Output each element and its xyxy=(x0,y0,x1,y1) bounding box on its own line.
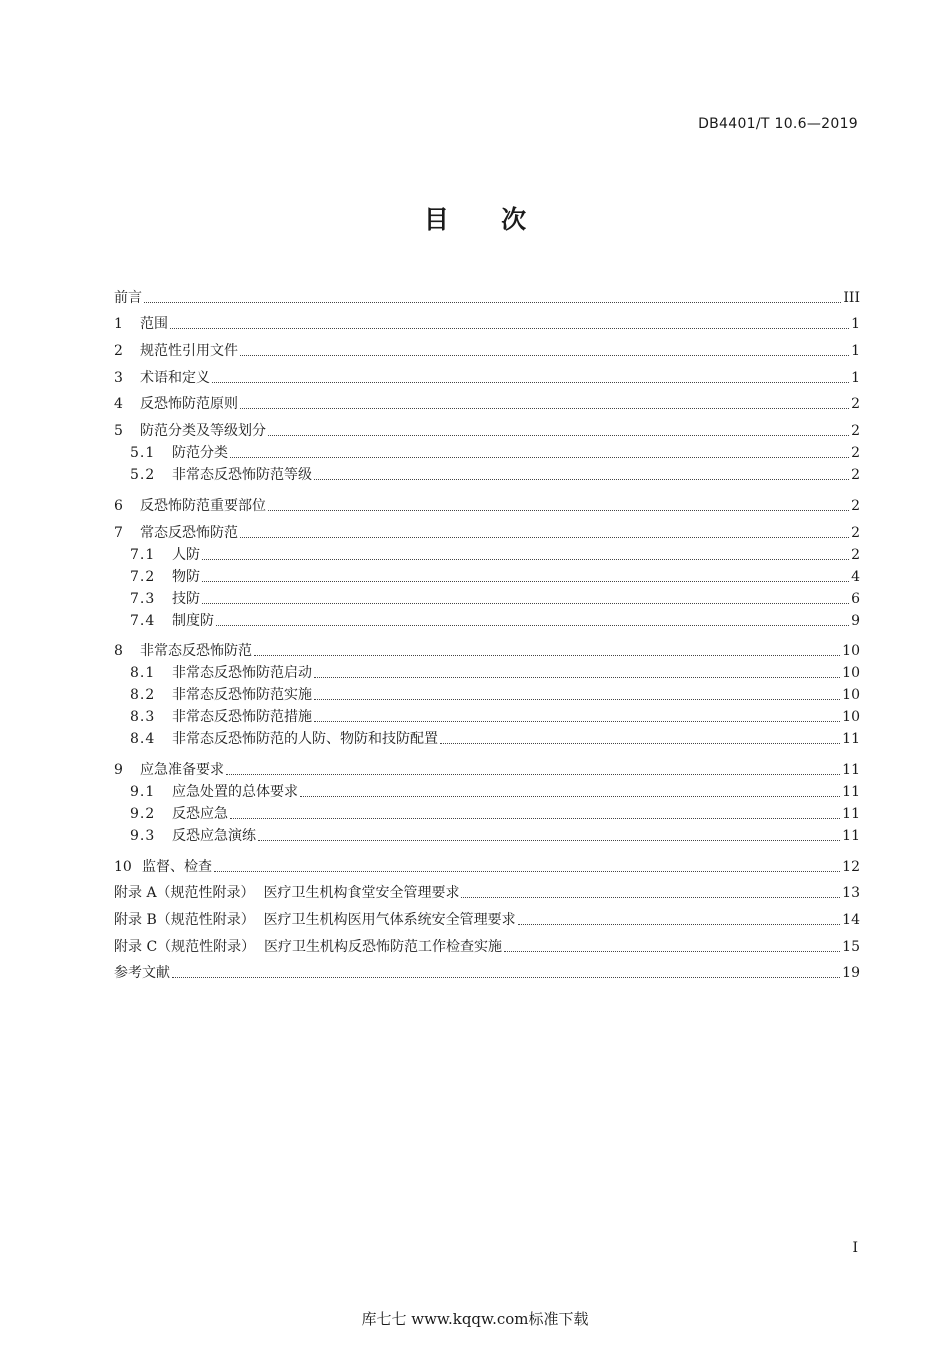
toc-entry-label: 非常态反恐怖防范措施 xyxy=(172,709,312,726)
toc-entry-page: 2 xyxy=(851,497,860,514)
toc-entry[interactable] xyxy=(114,726,860,748)
toc-entry-number: 1 xyxy=(114,316,123,333)
dot-leader xyxy=(172,977,840,978)
toc-entry[interactable] xyxy=(114,586,860,608)
toc-entry-page: 10 xyxy=(842,665,860,682)
toc-entry-page: 11 xyxy=(842,805,860,822)
toc-entry[interactable] xyxy=(114,682,860,704)
toc-entry-label: 防范分类及等级划分 xyxy=(140,423,266,440)
toc-entry-number: 6 xyxy=(114,497,123,514)
page-number: I xyxy=(852,1240,858,1256)
toc-entry-page: 1 xyxy=(851,343,860,360)
dot-leader xyxy=(300,796,840,797)
toc-entry[interactable] xyxy=(114,823,860,845)
toc-entry-page: 2 xyxy=(851,546,860,563)
toc-entry[interactable] xyxy=(114,660,860,682)
toc-entry[interactable] xyxy=(114,515,860,542)
dot-leader xyxy=(212,382,849,383)
toc-entry-label: 参考文献 xyxy=(114,965,170,982)
dot-leader xyxy=(314,721,840,722)
dot-leader xyxy=(268,510,849,511)
toc-entry-number: 8 xyxy=(114,643,123,660)
toc-entry-label: 规范性引用文件 xyxy=(140,343,238,360)
toc-entry-label: 反恐怖防范原则 xyxy=(140,396,238,413)
toc-entry-label: 人防 xyxy=(172,546,200,563)
toc-entry-page: 1 xyxy=(851,316,860,333)
toc-entry-page: 4 xyxy=(851,568,860,585)
toc-entry[interactable] xyxy=(114,704,860,726)
toc-entry-page: 11 xyxy=(842,827,860,844)
toc-entry-page: 6 xyxy=(851,590,860,607)
toc-entry-number: 9 xyxy=(114,761,123,778)
toc-entry-number: 8.3 xyxy=(130,709,156,726)
dot-leader xyxy=(240,355,849,356)
toc-entry-number: 3 xyxy=(114,369,123,386)
toc-entry-page: 2 xyxy=(851,396,860,413)
dot-leader xyxy=(240,408,849,409)
toc-entry-page: 14 xyxy=(842,911,860,928)
toc-entry-label: 监督、检查 xyxy=(142,858,212,875)
toc-entry-page: 2 xyxy=(851,423,860,440)
toc-entry-number: 8.2 xyxy=(130,687,156,704)
toc-entry[interactable] xyxy=(114,779,860,801)
dot-leader xyxy=(240,537,849,538)
dot-leader xyxy=(202,603,849,604)
toc-entry[interactable] xyxy=(114,752,860,779)
toc-entry-number: 7.4 xyxy=(130,612,156,629)
toc-entry-label: 非常态反恐怖防范启动 xyxy=(172,665,312,682)
toc-entry-page: 2 xyxy=(851,445,860,462)
toc-entry-number: 7.2 xyxy=(130,568,156,585)
toc-entry-page: 19 xyxy=(842,965,860,982)
dot-leader xyxy=(440,743,840,744)
toc-entry-number: 9.2 xyxy=(130,805,156,822)
toc-entry-page: 11 xyxy=(842,761,860,778)
toc-entry[interactable] xyxy=(114,956,860,983)
toc-entry-label: 非常态反恐怖防范的人防、物防和技防配置 xyxy=(172,731,438,748)
toc-entry-label: 范围 xyxy=(140,316,168,333)
toc-entry-page: 11 xyxy=(842,731,860,748)
toc-entry[interactable] xyxy=(114,902,860,929)
toc-entry-page: 12 xyxy=(842,858,860,875)
toc-entry-number: 9.3 xyxy=(130,827,156,844)
toc-entry[interactable] xyxy=(114,360,860,387)
dot-leader xyxy=(268,435,849,436)
dot-leader xyxy=(518,924,841,925)
toc-entry-number: 7.1 xyxy=(130,546,156,563)
toc-entry[interactable] xyxy=(114,608,860,630)
toc-entry-label: 附录 C（规范性附录） 医疗卫生机构反恐怖防范工作检查实施 xyxy=(114,938,503,955)
toc-entry[interactable] xyxy=(114,929,860,956)
dot-leader xyxy=(202,559,849,560)
toc-entry[interactable] xyxy=(114,413,860,440)
toc-entry-page: 2 xyxy=(851,524,860,541)
toc-entry[interactable] xyxy=(114,849,860,876)
table-of-contents xyxy=(114,280,860,982)
dot-leader xyxy=(314,479,849,480)
toc-entry-number: 8.4 xyxy=(130,731,156,748)
toc-entry-number: 9.1 xyxy=(130,783,156,800)
toc-entry-number: 5.1 xyxy=(130,445,156,462)
toc-entry[interactable] xyxy=(114,307,860,334)
toc-entry-number: 7 xyxy=(114,524,123,541)
toc-entry-number: 4 xyxy=(114,396,123,413)
toc-entry-label: 反恐怖防范重要部位 xyxy=(140,497,266,514)
dot-leader xyxy=(258,840,840,841)
toc-entry-label: 反恐应急 xyxy=(172,805,228,822)
toc-entry[interactable] xyxy=(114,462,860,484)
toc-entry-label: 非常态反恐怖防范实施 xyxy=(172,687,312,704)
toc-entry-page: 10 xyxy=(842,687,860,704)
toc-entry-number: 5.2 xyxy=(130,467,156,484)
dot-leader xyxy=(226,774,840,775)
toc-entry-label: 技防 xyxy=(172,590,200,607)
toc-entry-label: 物防 xyxy=(172,568,200,585)
dot-leader xyxy=(314,677,840,678)
dot-leader xyxy=(170,328,849,329)
toc-entry-label: 常态反恐怖防范 xyxy=(140,524,238,541)
toc-entry-label: 防范分类 xyxy=(172,445,228,462)
dot-leader xyxy=(214,871,840,872)
dot-leader xyxy=(230,457,849,458)
toc-entry-page: 11 xyxy=(842,783,860,800)
toc-entry-label: 制度防 xyxy=(172,612,214,629)
toc-entry-page: 15 xyxy=(842,938,860,955)
toc-entry-label: 应急处置的总体要求 xyxy=(172,783,298,800)
dot-leader xyxy=(461,897,840,898)
toc-entry-number: 2 xyxy=(114,343,123,360)
toc-entry[interactable] xyxy=(114,634,860,661)
toc-entry-label: 术语和定义 xyxy=(140,369,210,386)
toc-entry-page: 1 xyxy=(851,369,860,386)
toc-entry[interactable] xyxy=(114,542,860,564)
toc-entry[interactable] xyxy=(114,387,860,414)
toc-entry[interactable] xyxy=(114,333,860,360)
dot-leader xyxy=(216,625,849,626)
footer-watermark: 库七七 www.kqqw.com标准下载 xyxy=(361,1310,589,1328)
toc-entry-label: 非常态反恐怖防范 xyxy=(140,643,252,660)
toc-entry[interactable] xyxy=(114,280,860,307)
toc-entry[interactable] xyxy=(114,440,860,462)
dot-leader xyxy=(254,655,840,656)
toc-entry[interactable] xyxy=(114,801,860,823)
toc-entry-number: 10 xyxy=(114,858,132,875)
toc-entry-page: 10 xyxy=(842,709,860,726)
toc-entry-label: 前言 xyxy=(114,289,142,306)
toc-entry-number: 5 xyxy=(114,423,123,440)
toc-entry-page: III xyxy=(843,289,860,306)
dot-leader xyxy=(504,951,840,952)
toc-entry-number: 8.1 xyxy=(130,665,156,682)
toc-entry-label: 应急准备要求 xyxy=(140,761,224,778)
dot-leader xyxy=(202,581,849,582)
toc-entry-label: 附录 B（规范性附录） 医疗卫生机构医用气体系统安全管理要求 xyxy=(114,911,516,928)
toc-entry[interactable] xyxy=(114,488,860,515)
toc-entry-page: 13 xyxy=(842,885,860,902)
toc-entry[interactable] xyxy=(114,876,860,903)
dot-leader xyxy=(314,699,840,700)
toc-entry-page: 10 xyxy=(842,643,860,660)
page-title: 目 次 xyxy=(423,205,527,234)
toc-entry-number: 7.3 xyxy=(130,590,156,607)
toc-entry[interactable] xyxy=(114,564,860,586)
toc-entry-label: 非常态反恐怖防范等级 xyxy=(172,467,312,484)
document-code: DB4401/T 10.6—2019 xyxy=(698,116,858,132)
dot-leader xyxy=(144,302,841,303)
dot-leader xyxy=(230,818,840,819)
toc-entry-page: 9 xyxy=(851,612,860,629)
toc-entry-page: 2 xyxy=(851,467,860,484)
toc-entry-label: 反恐应急演练 xyxy=(172,827,256,844)
toc-entry-label: 附录 A（规范性附录） 医疗卫生机构食堂安全管理要求 xyxy=(114,885,460,902)
